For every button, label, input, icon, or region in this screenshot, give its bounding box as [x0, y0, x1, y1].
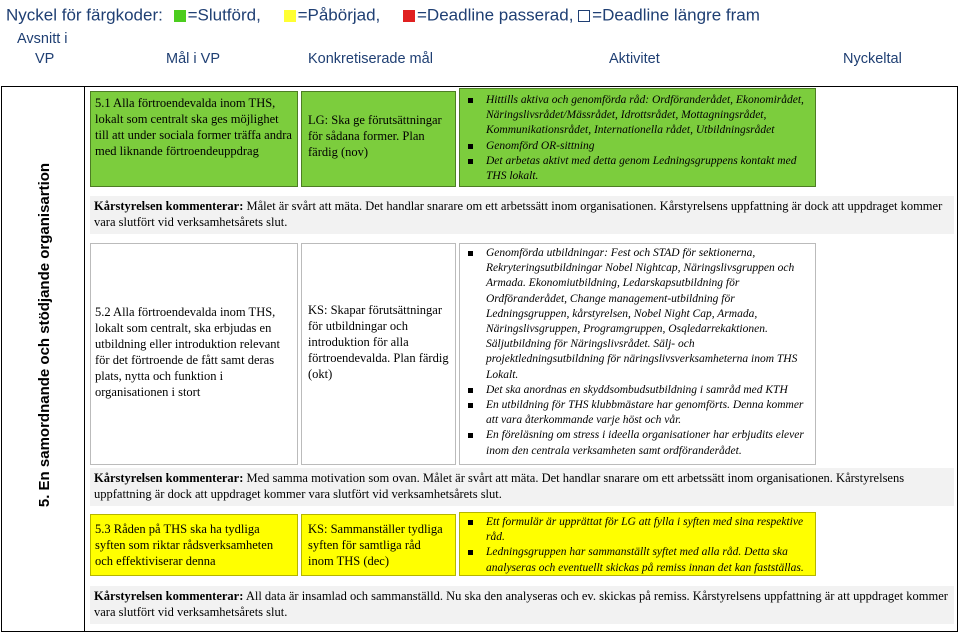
- header-mal: Mål i VP: [166, 51, 220, 67]
- comment-text: All data är insamlad och sammanställd. Nu ska den analyseras och ev. skickas på remiss. Kårstyrelsens uppfattning är att uppdraget kommer vara slutfört vid verksamhetsårets slut.: [94, 589, 948, 619]
- header-konkretiserade-mal: Konkretiserade mål: [308, 51, 433, 67]
- comment-text: Med samma motivation som ovan. Målet är svårt att mäta. Det handlar snarare om ett arbetssätt inom organisationen. Kårstyrelsens uppfattning är dock att uppdraget kommer vara slutfört vid verksamhetsårets slut.: [94, 471, 905, 501]
- activity-item: En föreläsning om stress i ideella organisationer har erbjudits elever inom den centrala verksamheten samt ordföranderådet.: [486, 428, 813, 458]
- legend-swatch-deadline-later: [578, 10, 590, 22]
- goal-5-2-mal-text: 5.2 Alla förtroendevalda inom THS, lokalt som centralt, ska erbjudas en utbildning eller introduktion relevant för det förtroende de fått samt deras plats, nytta och funktion i organisationen i stort: [95, 305, 281, 399]
- legend-prefix: Nyckel för färgkoder:: [6, 5, 163, 25]
- goal-5-2-mal: [90, 243, 298, 465]
- activity-item: Genomförd OR-sittning: [486, 139, 813, 154]
- goal-5-1-mal-text: 5.1 Alla förtroendevalda inom THS, lokalt som centralt ska ges möjlighet till att under sociala former träffa andra med liknande förtroendeuppdrag: [95, 96, 292, 158]
- header-avsnitt: Avsnitt i: [17, 31, 68, 47]
- activity-item: Genomförda utbildningar: Fest och STAD för sektionerna, Rekryteringsutbildningar Nobel Nightcap, Näringslivsgruppen och Armada. Ekonomiutbildning, Ledarskapsutbildning för Ordföranderådet, Change management-utbildning för Ledningsgruppen, kårstyrelsen, Nobel Night Cap, Armada, Näringslivsgruppen, Programgruppen, Osqledarrekaktionen. Säljutbildning för Näringslivsrådet. Sälj- och projektledningsutbildning för näringslivsverksamheterna inom THS Lokalt.: [486, 246, 813, 383]
- goal-5-3-mal-text: 5.3 Råden på THS ska ha tydliga syften som riktar rådsverksamheten och effektiviserar denna: [95, 522, 274, 568]
- comment-text: Målet är svårt att mäta. Det handlar snarare om ett arbetssätt inom organisationen. Kårstyrelsens uppfattning är dock att uppdraget kommer vara slutfört vid verksamhetsårets slut.: [94, 199, 943, 229]
- goal-5-1-konkret: [301, 91, 456, 187]
- goal-5-3-activities: [459, 512, 816, 576]
- activity-item: Ledningsgruppen har sammanställt syftet med alla råd. Detta ska analyseras och eventuellt skickas på remiss innan det kan fastställas.: [486, 545, 813, 575]
- goal-5-1-mal: [90, 91, 298, 187]
- header-aktivitet: Aktivitet: [609, 51, 660, 67]
- legend-label-started: =Påbörjad,: [297, 5, 381, 25]
- activity-item: Det arbetas aktivt med detta genom Ledningsgruppens kontakt med THS lokalt.: [486, 154, 813, 184]
- legend-label-deadline-later: =Deadline längre fram: [592, 5, 760, 25]
- column-divider: [84, 86, 85, 632]
- legend-label-deadline-passed: =Deadline passerad,: [417, 5, 574, 25]
- activity-item: Ett formulär är upprättat för LG att fylla i syften med sina respektive råd.: [486, 515, 813, 545]
- goal-5-2-comment: [90, 468, 954, 506]
- goal-5-3-mal: [90, 514, 298, 576]
- activity-item: Det ska anordnas en skyddsombudsutbildning i samråd med KTH: [486, 383, 813, 398]
- section-title: 5. En samordnande och stödjande organisartion: [36, 162, 53, 508]
- activity-item: Hittills aktiva och genomförda råd: Ordföranderådet, Ekonomirådet, Näringslivsrådet/Mässrådet, Idrottsrådet, Mottagningsrådet, Kommunikationsrådet, Internationella rådet, Utbildningsrådet: [486, 93, 813, 139]
- header-nyckeltal: Nyckeltal: [843, 51, 902, 67]
- comment-label: Kårstyrelsen kommenterar:: [94, 199, 244, 213]
- goal-5-2-activities: [459, 243, 816, 465]
- legend-label-completed: =Slutförd,: [187, 5, 261, 25]
- goal-5-1-comment: [90, 196, 954, 234]
- comment-label: Kårstyrelsen kommenterar:: [94, 471, 244, 485]
- activity-item: En utbildning för THS klubbmästare har genomförts. Denna kommer att vara återkommande varje höst och vår.: [486, 398, 813, 428]
- goal-5-3-comment: [90, 586, 954, 624]
- goal-5-1-activities: [459, 88, 816, 187]
- legend-swatch-deadline-passed: [403, 10, 415, 22]
- goal-5-3-konkret-text: KS: Sammanställer tydliga syften för samtliga råd inom THS (dec): [308, 522, 443, 568]
- legend-swatch-started: [284, 10, 296, 22]
- goal-5-2-konkret: [301, 243, 456, 465]
- color-legend: [6, 5, 760, 27]
- header-avsnitt-vp: VP: [35, 51, 55, 67]
- goal-5-2-konkret-text: KS: Skapar förutsättningar för utbildningar och introduktion för alla förtroendevalda. Plan färdig (okt): [308, 303, 449, 381]
- goal-5-1-konkret-text: LG: Ska ge förutsättningar för sådana former. Plan färdig (nov): [308, 113, 442, 159]
- goal-5-3-konkret: [301, 514, 456, 576]
- comment-label: Kårstyrelsen kommenterar:: [94, 589, 244, 603]
- legend-swatch-completed: [174, 10, 186, 22]
